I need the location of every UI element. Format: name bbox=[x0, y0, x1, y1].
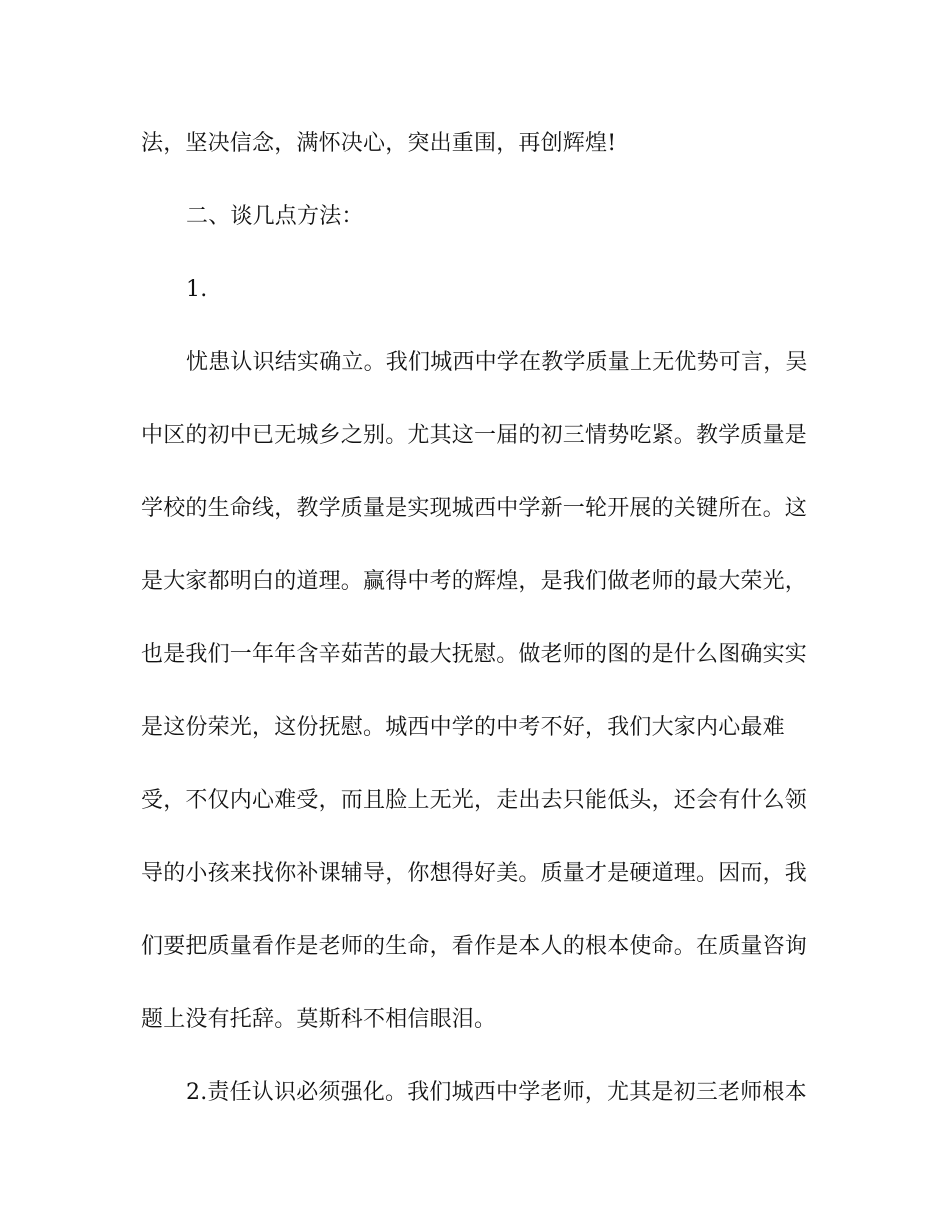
paragraph-2-line-1: 2.责任认识必须强化。我们城西中学老师，尤其是初三老师根本 bbox=[186, 1080, 807, 1105]
paragraph-1-line-6: 是这份荣光，这份抚慰。城西中学的中考不好，我们大家内心最难 bbox=[141, 715, 785, 740]
paragraph-1-line-4: 是大家都明白的道理。赢得中考的辉煌，是我们做老师的最大荣光， bbox=[141, 569, 808, 594]
paragraph-1-line-5: 也是我们一年年含辛茹苦的最大抚慰。做老师的图的是什么图确实实 bbox=[141, 642, 808, 667]
paragraph-1-line-9: 们要把质量看作是老师的生命，看作是本人的根本使命。在质量咨询 bbox=[141, 934, 808, 959]
paragraph-1-line-8: 导的小孩来找你补课辅导，你想得好美。质量才是硬道理。因而，我 bbox=[141, 861, 808, 886]
text-line-1: 法，坚决信念，满怀决心，突出重围，再创辉煌! bbox=[141, 131, 617, 156]
paragraph-1-line-2: 中区的初中已无城乡之别。尤其这一届的初三情势吃紧。教学质量是 bbox=[141, 423, 808, 448]
section-heading: 二、谈几点方法： bbox=[186, 204, 364, 229]
list-number-1: 1. bbox=[186, 277, 208, 302]
paragraph-1-line-3: 学校的生命线，教学质量是实现城西中学新一轮开展的关键所在。这 bbox=[141, 496, 808, 521]
paragraph-1-line-10: 题上没有托辞。莫斯科不相信眼泪。 bbox=[141, 1007, 497, 1032]
paragraph-1-line-1: 忧患认识结实确立。我们城西中学在教学质量上无优势可言，吴 bbox=[186, 350, 808, 375]
paragraph-1-line-7: 受，不仅内心难受，而且脸上无光，走出去只能低头，还会有什么领 bbox=[141, 788, 808, 813]
